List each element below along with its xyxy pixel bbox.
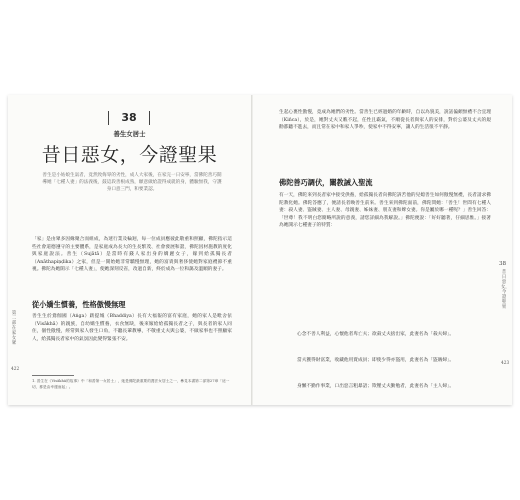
chapter-subtitle: 善生女居士 [113,130,146,138]
verse-1: 心念不善人利益，心懷他者卑亡夫；欲殺丈夫捨出家，此妻名為「殺夫婦」。 [297,332,455,337]
right-chapter-number: 38 [499,261,507,267]
footnote: 1. 善生在《Visākhā的故事》中「和善第一女居士」，她是佛陀最重要的護法女居士之一，參見本書第二部第27章「這一切，都是由幸運而起」。 [32,379,230,389]
section-heading-left: 從小嬌生慣養，性格傲慢無理 [32,300,126,309]
chapter-number-box: 38 [108,111,150,125]
right-page-number: 423 [501,361,510,366]
right-side-label: 昔日惡女，今證聖果 [501,270,510,310]
chapter-title: 昔日惡女，今證聖果 [41,144,218,166]
right-body-paragraph-2: 有一天，佛陀來到長者家中接受供養，給孤獨長者向佛陀訴苦他的兒媳善生如何傲慢無禮，長者請求佛陀教化她。佛陀答應了，便請長者喚善生前來。善生來到佛陀面前，佛陀問她：「善生！世間有七種人妻：殺人妻、盜賊妻、主人妻、母親妻、姊妹妻、朋友妻和婢女妻。你是屬於哪一種呢？」善生回答：「世尊！我不明白您簡略所說的意義，請您詳細為我解說。」佛陀便說：「好好聽著，仔細思惟。」接著為她開示七種妻子的特質： [279,193,491,229]
left-body-paragraph-1: 「家」是由眾多因緣聚合而組成，為迷行業及輪迴，每一位成員應彼此敬重和照顧，佛陀指示這些社會道德遵守的主要體系，是家庭成為長大的生長繁茂、社會發展和諧，佛陀因材施教的度化與家庭說法。善生（Sujātā）是當時有錢人家出身的嬌麗女子，嫁到給孤獨長者（Anāthapiṇḍika）之家，但是一開始她非常驕慢無理，她的富貴與奢侈使她對家庭禮節不重視。佛陀為她開示「七種人妻」，使她深刻反省，改過自新，終於成為一位和藹及溫順的妻子。 [32,237,232,273]
right-page [253,95,512,405]
left-body-paragraph-2: 善生生於鴦伽國（Aṅga）跋提城（Bhaddiya）長有大福報的富有家庭，她的家人是毗舍佉（Visākhā）的親族，自幼嬌生慣養，衣食無缺，後來嫁給給孤獨長者之子，與長者的家人同住，個性傲慢，經常與家人發生口角，不聽長輩教導，不敬重丈夫與公婆，不做家事也不照顧家人，給孤獨長者家中的氣氛因此變得緊張不安。 [32,314,232,342]
footnote-divider [32,375,74,376]
left-page-number: 422 [11,367,20,372]
verse-3: 身懶不勤作事業，口出惡言粗暴語；欺壓丈夫勤勉者，此妻名為「主人婦」。 [297,384,455,389]
right-body-paragraph-1: 生起心裏性傲慢，竟成為她們的劣性。當善生已經過婚的年齡時，自以為貌美，說話偏頗無禮不合宜理（Kiñca），於是，她對丈夫又瞧不起，任性且霸氣，不順從長者與家人的安排，對於公婆及丈夫的規勸都聽不進去，而且常在家中和家人爭吵，使家中不得安寧，讓人的生活很不平靜。 [279,110,491,131]
chapter-intro: 善生是小姑娘生氣者，竟然致侮辱的劣性，成人大家後，在家完一日安寧，當佛陀善巧開導她「七種人妻」的法義後，鼓這段善根成熟，願意做給證得成就的身，體驗無我，守護身口意三門，和要業認。 [42,173,222,193]
left-page [8,95,251,405]
left-side-label: 第二部 在家女眾 [11,311,17,346]
section-heading-right: 佛陀善巧調伏，闡教誡入聖流 [279,178,373,187]
verse-2: 當夫獲得財富業，收藏他用賣成員；即使少得亦盜用，此妻名為「盜賊婦」。 [297,358,455,363]
